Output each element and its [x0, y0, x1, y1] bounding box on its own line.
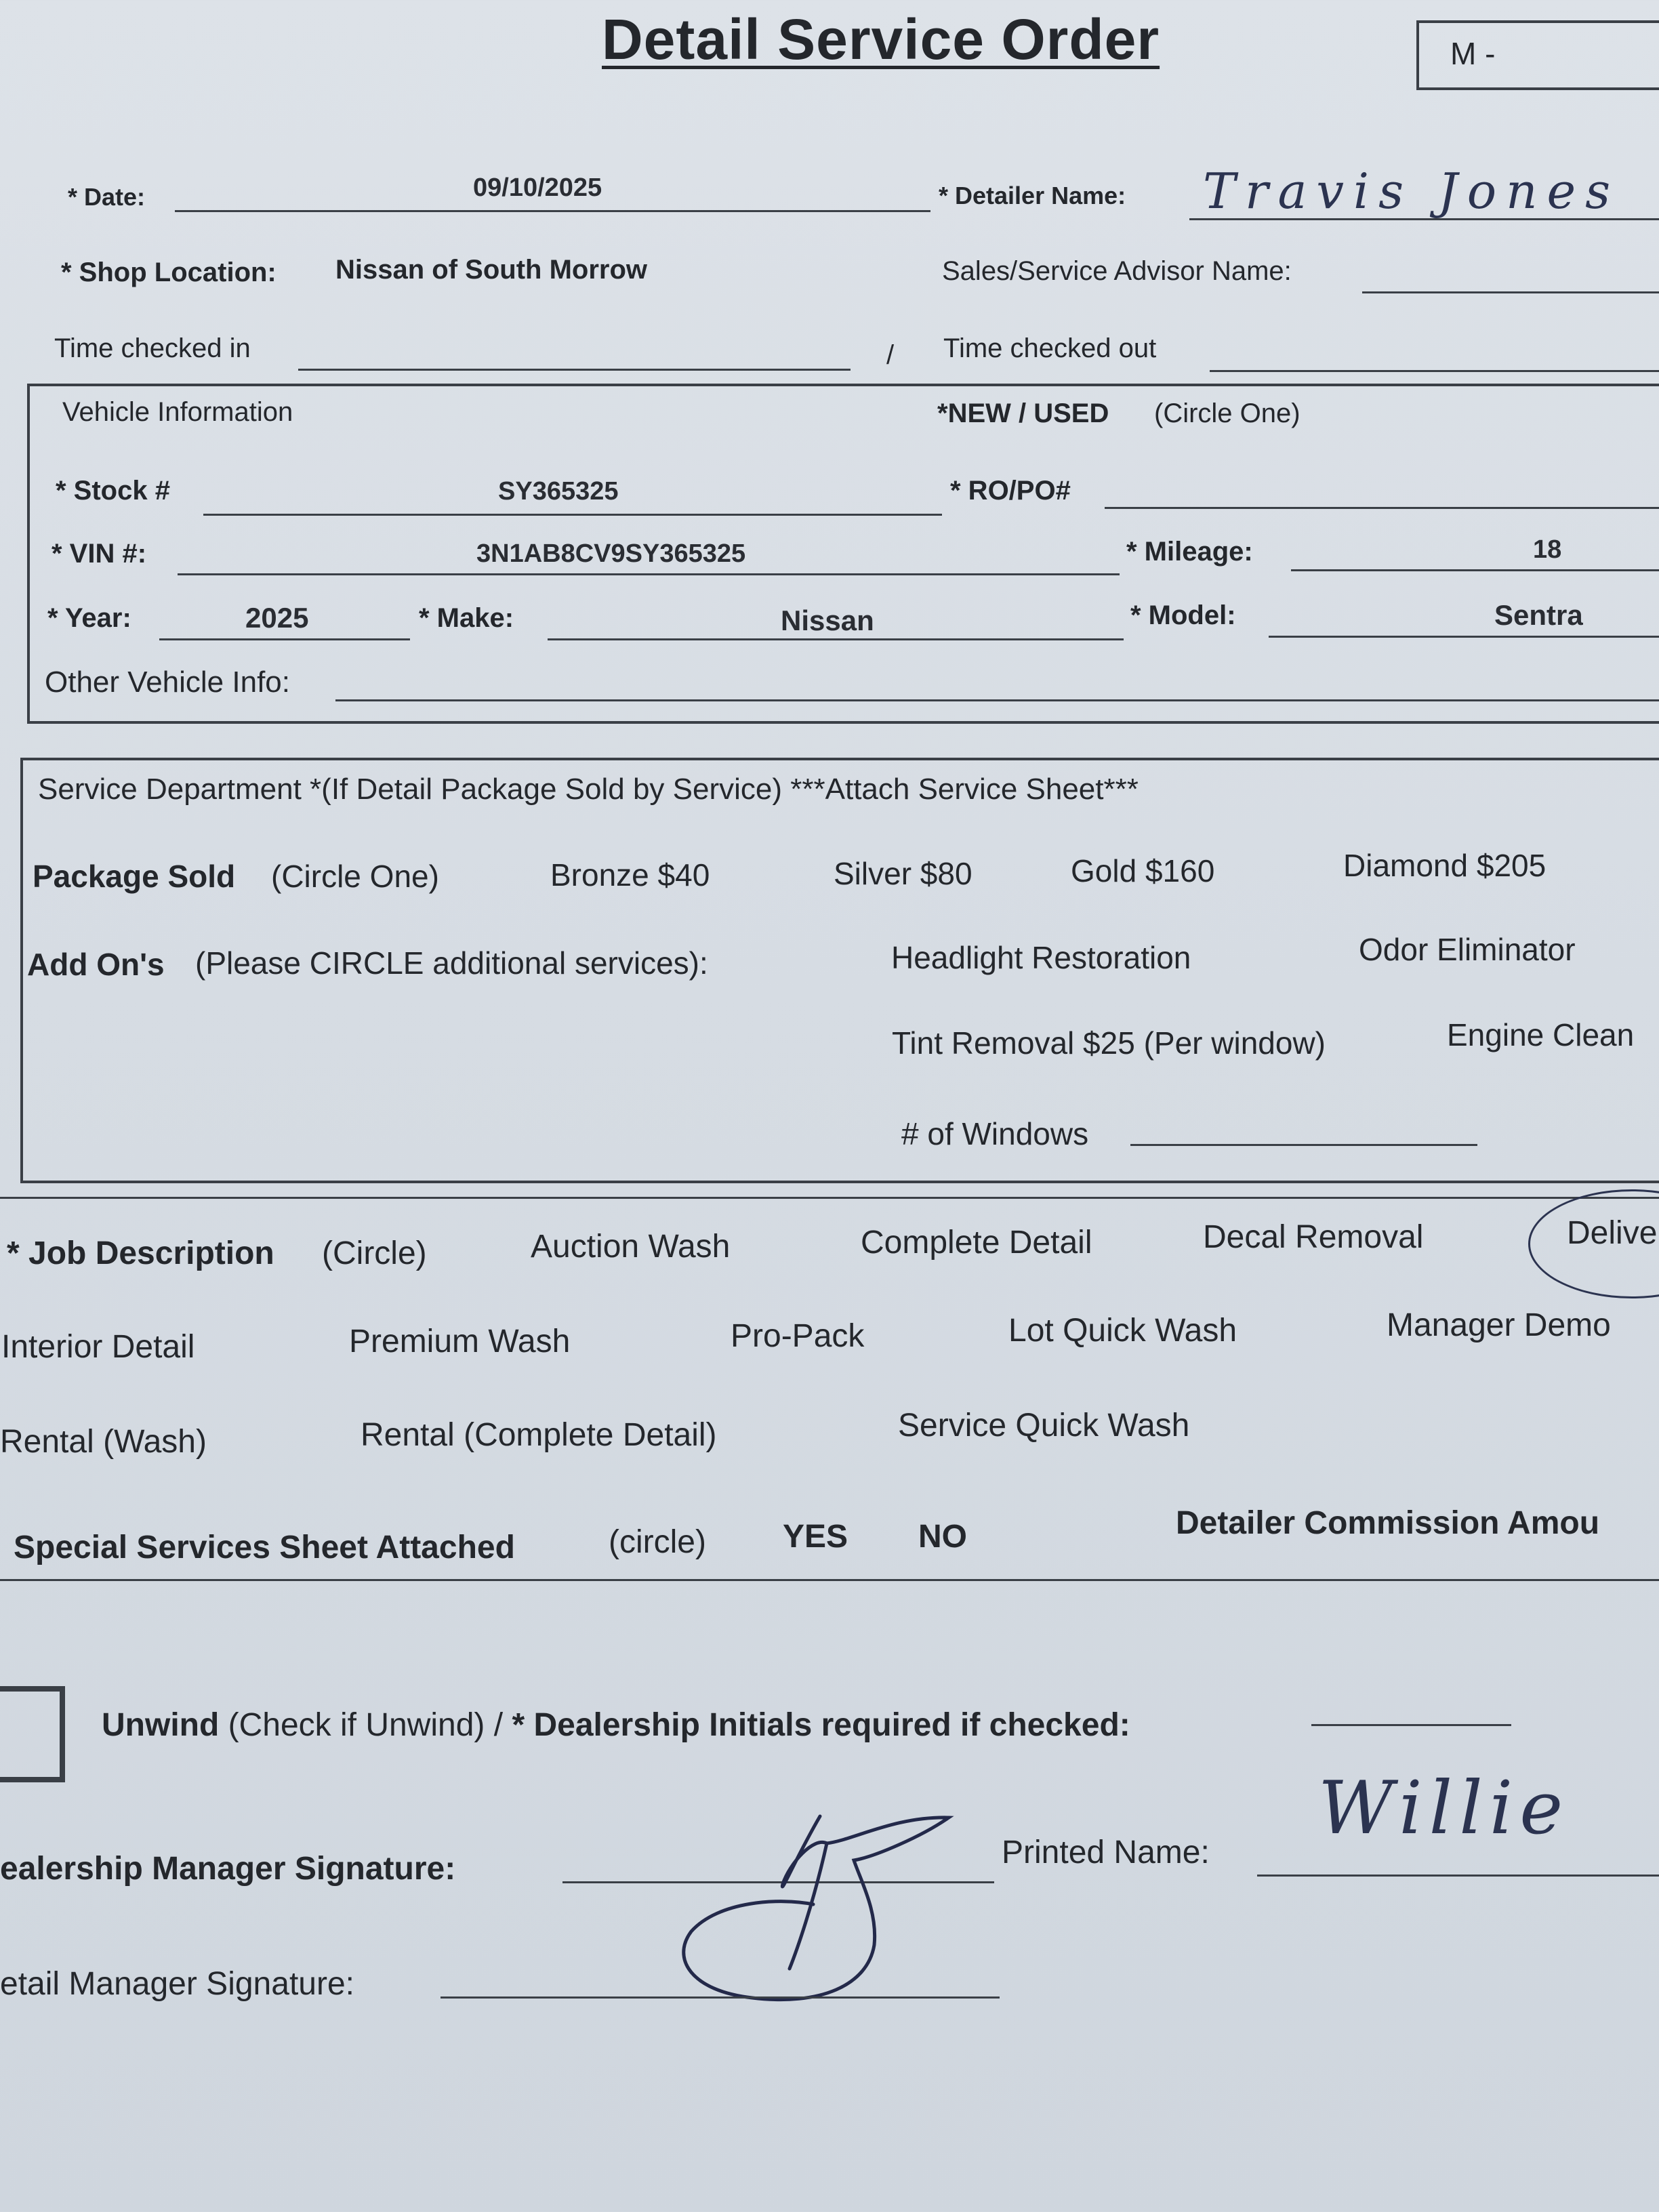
addon-tint-removal[interactable]: Tint Removal $25 (Per window): [892, 1025, 1326, 1061]
make-value: Nissan: [781, 605, 874, 636]
job-manager-demo[interactable]: Manager Demo: [1387, 1307, 1611, 1343]
detail-manager-signature-label: etail Manager Signature:: [0, 1966, 354, 2002]
make-label: * Make:: [419, 603, 514, 633]
job-rental-wash[interactable]: Rental (Wash): [0, 1424, 207, 1460]
stock-line[interactable]: [203, 514, 942, 516]
other-vehicle-info-line[interactable]: [335, 699, 1659, 701]
time-in-line[interactable]: [298, 369, 851, 371]
detailer-name-value: Travis Jones: [1203, 163, 1620, 220]
dealership-manager-signature-label: ealership Manager Signature:: [0, 1851, 456, 1887]
mileage-line[interactable]: [1291, 569, 1659, 571]
model-line[interactable]: [1269, 636, 1659, 638]
printed-name-label: Printed Name:: [1002, 1835, 1210, 1870]
printed-name-value: Willie: [1318, 1766, 1570, 1851]
year-value: 2025: [245, 602, 309, 634]
commission-amount-label: Detailer Commission Amou: [1176, 1505, 1600, 1541]
initials-label: * Dealership Initials required if checked:: [512, 1707, 1130, 1743]
package-silver[interactable]: Silver $80: [834, 856, 972, 891]
time-out-line[interactable]: [1210, 370, 1659, 372]
ro-po-label: * RO/PO#: [950, 476, 1071, 506]
package-bronze[interactable]: Bronze $40: [550, 857, 710, 893]
job-interior-detail[interactable]: Interior Detail: [1, 1329, 195, 1365]
job-decal-removal[interactable]: Decal Removal: [1203, 1219, 1424, 1255]
special-services-no[interactable]: NO: [918, 1519, 967, 1555]
service-department-heading: Service Department *(If Detail Package Sold by Service) ***Attach Service Sheet***: [38, 773, 1139, 806]
mileage-label: * Mileage:: [1126, 537, 1253, 567]
job-description-hint: (Circle): [322, 1235, 427, 1271]
vin-value: 3N1AB8CV9SY365325: [476, 539, 746, 568]
detail-manager-signature-line[interactable]: [441, 1996, 1000, 1999]
job-service-quick-wash[interactable]: Service Quick Wash: [898, 1408, 1190, 1443]
add-ons-hint: (Please CIRCLE additional services):: [195, 945, 708, 981]
stock-label: * Stock #: [56, 476, 170, 506]
date-value: 09/10/2025: [473, 173, 602, 202]
job-section-top-rule: [0, 1197, 1659, 1199]
year-line[interactable]: [159, 638, 410, 640]
special-services-yes[interactable]: YES: [783, 1519, 848, 1555]
unwind-hint: (Check if Unwind) /: [228, 1707, 504, 1743]
advisor-name-label: Sales/Service Advisor Name:: [942, 256, 1292, 286]
windows-count-line[interactable]: [1130, 1144, 1477, 1146]
vin-line[interactable]: [178, 573, 1120, 575]
new-used-hint: (Circle One): [1154, 398, 1300, 428]
mileage-value: 18: [1533, 535, 1562, 564]
detailer-name-label: * Detailer Name:: [939, 182, 1126, 209]
time-in-label: Time checked in: [54, 333, 251, 363]
date-line[interactable]: [175, 210, 930, 212]
addon-odor-eliminator[interactable]: Odor Eliminator: [1359, 932, 1576, 967]
vin-label: * VIN #:: [52, 539, 147, 569]
job-delivery[interactable]: Delive: [1567, 1215, 1658, 1251]
manager-signature-mark: [651, 1803, 969, 2013]
job-complete-detail[interactable]: Complete Detail: [861, 1225, 1092, 1261]
job-description-label: * Job Description: [7, 1235, 274, 1271]
unwind-label: [102, 1706, 1130, 1744]
stock-value: SY365325: [498, 477, 619, 506]
unwind-label-text: Unwind: [102, 1707, 220, 1743]
job-section-bottom-rule: [0, 1579, 1659, 1581]
date-label: * Date:: [68, 183, 146, 211]
page-title: Detail Service Order: [602, 7, 1160, 71]
job-rental-complete-detail[interactable]: Rental (Complete Detail): [361, 1417, 717, 1453]
model-value: Sentra: [1494, 599, 1583, 631]
printed-name-line[interactable]: [1257, 1875, 1659, 1877]
package-sold-hint: (Circle One): [271, 859, 439, 894]
advisor-name-line[interactable]: [1362, 291, 1659, 293]
job-pro-pack[interactable]: Pro-Pack: [731, 1318, 865, 1354]
package-sold-label: Package Sold: [33, 859, 236, 894]
special-services-label: Special Services Sheet Attached: [14, 1530, 515, 1565]
package-gold[interactable]: Gold $160: [1071, 853, 1215, 888]
package-diamond[interactable]: Diamond $205: [1343, 848, 1547, 883]
shop-location-value: Nissan of South Morrow: [335, 255, 647, 285]
add-ons-label: Add On's: [27, 947, 165, 982]
unwind-checkbox[interactable]: [0, 1686, 65, 1782]
make-line[interactable]: [548, 638, 1124, 640]
model-label: * Model:: [1130, 600, 1236, 630]
job-auction-wash[interactable]: Auction Wash: [531, 1229, 731, 1265]
shop-location-label: * Shop Location:: [61, 258, 276, 287]
new-used-label: *NEW / USED: [937, 398, 1109, 428]
ro-po-line[interactable]: [1105, 507, 1659, 509]
special-services-hint: (circle): [609, 1524, 706, 1560]
initials-line[interactable]: [1311, 1724, 1511, 1726]
year-label: * Year:: [47, 603, 131, 633]
delivery-circle-mark: [1528, 1189, 1659, 1298]
other-vehicle-info-label: Other Vehicle Info:: [45, 665, 290, 699]
windows-count-label: # of Windows: [901, 1116, 1089, 1151]
vehicle-info-heading: Vehicle Information: [62, 397, 293, 427]
addon-headlight-restoration[interactable]: Headlight Restoration: [891, 940, 1191, 975]
signature-stroke: [684, 1816, 949, 2000]
time-out-label: Time checked out: [943, 333, 1157, 363]
job-premium-wash[interactable]: Premium Wash: [349, 1324, 571, 1359]
time-slash: /: [886, 340, 895, 370]
addon-engine-clean[interactable]: Engine Clean: [1447, 1017, 1635, 1052]
job-lot-quick-wash[interactable]: Lot Quick Wash: [1008, 1313, 1237, 1349]
order-number-prefix: M -: [1450, 36, 1496, 71]
